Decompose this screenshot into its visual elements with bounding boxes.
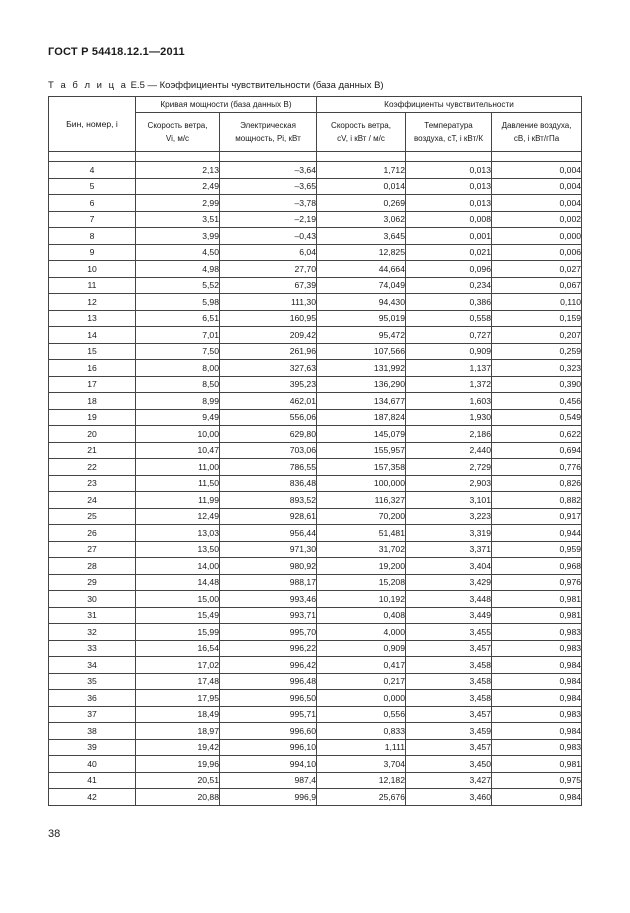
table-cell: 3,101 [406, 492, 492, 509]
table-cell: 37 [49, 706, 136, 723]
table-cell: 17,95 [136, 690, 220, 707]
table-cell: 3,429 [406, 574, 492, 591]
table-cell: 0,909 [317, 640, 406, 657]
table-row [49, 525, 582, 542]
header-spacer-row [49, 152, 582, 162]
table-cell: 19,42 [136, 739, 220, 756]
table-cell: 0,013 [406, 178, 492, 195]
table-cell: 11 [49, 277, 136, 294]
table-cell: 25,676 [317, 789, 406, 806]
table-cell: 995,70 [220, 624, 317, 641]
table-cell: 0,234 [406, 277, 492, 294]
table-row [49, 195, 582, 212]
table-cell: 12,49 [136, 508, 220, 525]
table-row [49, 574, 582, 591]
table-cell: 980,92 [220, 558, 317, 575]
table-caption [48, 80, 384, 91]
table-cell: 116,327 [317, 492, 406, 509]
table-cell: 5,98 [136, 294, 220, 311]
table-row [49, 591, 582, 608]
table-cell: 33 [49, 640, 136, 657]
table-cell: 18 [49, 393, 136, 410]
table-cell: 67,39 [220, 277, 317, 294]
table-cell: 157,358 [317, 459, 406, 476]
table-cell: 0,983 [492, 640, 582, 657]
table-cell: 13,03 [136, 525, 220, 542]
table-cell: 29 [49, 574, 136, 591]
table-cell: 2,729 [406, 459, 492, 476]
table-cell: 14,00 [136, 558, 220, 575]
table-row [49, 343, 582, 360]
table-cell: 0,408 [317, 607, 406, 624]
table-cell: 18,49 [136, 706, 220, 723]
table-cell: 3,448 [406, 591, 492, 608]
table-cell: 94,430 [317, 294, 406, 311]
table-cell: 1,930 [406, 409, 492, 426]
table-cell: 0,984 [492, 657, 582, 674]
table-cell: 4,98 [136, 261, 220, 278]
table-cell: 51,481 [317, 525, 406, 542]
table-cell: 0,833 [317, 723, 406, 740]
table-cell: 0,984 [492, 789, 582, 806]
table-cell: 0,558 [406, 310, 492, 327]
table-cell: –3,64 [220, 162, 317, 179]
table-cell: 703,06 [220, 442, 317, 459]
table-cell: 32 [49, 624, 136, 641]
table-cell: 261,96 [220, 343, 317, 360]
table-row [49, 690, 582, 707]
table-cell: –3,65 [220, 178, 317, 195]
table-cell: 5,52 [136, 277, 220, 294]
table-cell: 9 [49, 244, 136, 261]
table-cell: 17,48 [136, 673, 220, 690]
table-cell: 28 [49, 558, 136, 575]
table-cell: 0,975 [492, 772, 582, 789]
table-row [49, 723, 582, 740]
table-cell: 0,882 [492, 492, 582, 509]
table-cell: 24 [49, 492, 136, 509]
table-cell: 209,42 [220, 327, 317, 344]
table-body [49, 162, 582, 806]
table-cell: 15,99 [136, 624, 220, 641]
table-cell: 0,004 [492, 162, 582, 179]
table-cell: 0,067 [492, 277, 582, 294]
table-cell: 0,001 [406, 228, 492, 245]
table-row [49, 162, 582, 179]
table-cell: 0,981 [492, 756, 582, 773]
table-cell: 44,664 [317, 261, 406, 278]
table-cell: 34 [49, 657, 136, 674]
table-cell: 2,186 [406, 426, 492, 443]
table-cell: 160,95 [220, 310, 317, 327]
table-cell: 2,440 [406, 442, 492, 459]
table-cell: 16,54 [136, 640, 220, 657]
table-cell: 0,008 [406, 211, 492, 228]
table-cell: 38 [49, 723, 136, 740]
table-cell: 10,192 [317, 591, 406, 608]
table-cell: 462,01 [220, 393, 317, 410]
table-cell: 0,944 [492, 525, 582, 542]
table-cell: 6,51 [136, 310, 220, 327]
table-cell: 15,208 [317, 574, 406, 591]
table-cell: 994,10 [220, 756, 317, 773]
table-cell: 0,983 [492, 706, 582, 723]
table-cell: 100,000 [317, 475, 406, 492]
table-row [49, 640, 582, 657]
table-cell: 7 [49, 211, 136, 228]
table-cell: 2,13 [136, 162, 220, 179]
table-cell: 0,556 [317, 706, 406, 723]
table-row [49, 541, 582, 558]
table-cell: 30 [49, 591, 136, 608]
table-cell: 0,694 [492, 442, 582, 459]
table-cell: 0,000 [317, 690, 406, 707]
table-cell: 0,002 [492, 211, 582, 228]
table-cell: 22 [49, 459, 136, 476]
table-row [49, 426, 582, 443]
table-cell: 187,824 [317, 409, 406, 426]
table-row [49, 409, 582, 426]
table-cell: 0,004 [492, 195, 582, 212]
table-row [49, 492, 582, 509]
table-row [49, 178, 582, 195]
table-row [49, 475, 582, 492]
table-cell: 13 [49, 310, 136, 327]
table-cell: 0,909 [406, 343, 492, 360]
table-cell: 10,00 [136, 426, 220, 443]
table-cell: 0,269 [317, 195, 406, 212]
table-cell: 993,46 [220, 591, 317, 608]
table-row [49, 310, 582, 327]
table-row [49, 277, 582, 294]
table-cell: 15,00 [136, 591, 220, 608]
table-cell: –2,19 [220, 211, 317, 228]
table-cell: 20,51 [136, 772, 220, 789]
table-cell: 971,30 [220, 541, 317, 558]
table-cell: 3,458 [406, 690, 492, 707]
table-cell: 74,049 [317, 277, 406, 294]
table-cell: 996,60 [220, 723, 317, 740]
table-cell: 3,99 [136, 228, 220, 245]
table-caption-text: Е.5 — Коэффициенты чувствительности (база данных В) [127, 80, 384, 91]
table-cell: 10 [49, 261, 136, 278]
table-row [49, 789, 582, 806]
table-cell: 0,417 [317, 657, 406, 674]
table-cell: 7,01 [136, 327, 220, 344]
table-cell: 0,549 [492, 409, 582, 426]
table-cell: 0,207 [492, 327, 582, 344]
table-cell: 0,021 [406, 244, 492, 261]
table-cell: 556,06 [220, 409, 317, 426]
table-cell: 327,63 [220, 360, 317, 377]
table-row [49, 607, 582, 624]
table-cell: 12 [49, 294, 136, 311]
table-cell: 893,52 [220, 492, 317, 509]
table-cell: 928,61 [220, 508, 317, 525]
table-row [49, 673, 582, 690]
table-cell: 11,00 [136, 459, 220, 476]
table-cell: 17,02 [136, 657, 220, 674]
table-cell: –3,78 [220, 195, 317, 212]
table-cell: 12,182 [317, 772, 406, 789]
table-cell: 36 [49, 690, 136, 707]
table-cell: 0,096 [406, 261, 492, 278]
table-cell: 16 [49, 360, 136, 377]
table-cell: 1,603 [406, 393, 492, 410]
table-cell: 3,455 [406, 624, 492, 641]
table-row [49, 211, 582, 228]
table-cell: 836,48 [220, 475, 317, 492]
table-cell: 395,23 [220, 376, 317, 393]
table-cell: 23 [49, 475, 136, 492]
table-cell: 3,427 [406, 772, 492, 789]
table-row [49, 706, 582, 723]
table-cell: 0,984 [492, 723, 582, 740]
table-cell: 111,30 [220, 294, 317, 311]
table-cell: 40 [49, 756, 136, 773]
table-cell: 1,712 [317, 162, 406, 179]
table-row [49, 376, 582, 393]
table-cell: 15 [49, 343, 136, 360]
table-cell: 3,319 [406, 525, 492, 542]
table-cell: 107,566 [317, 343, 406, 360]
table-cell: 95,472 [317, 327, 406, 344]
table-row [49, 244, 582, 261]
table-cell: 42 [49, 789, 136, 806]
table-cell: 19 [49, 409, 136, 426]
table-cell: 0,456 [492, 393, 582, 410]
table-cell: 996,10 [220, 739, 317, 756]
table-cell: 0,159 [492, 310, 582, 327]
table-cell: 0,004 [492, 178, 582, 195]
table-cell: 0,968 [492, 558, 582, 575]
table-cell: 7,50 [136, 343, 220, 360]
table-cell: 4 [49, 162, 136, 179]
table-cell: 1,137 [406, 360, 492, 377]
table-cell: 0,323 [492, 360, 582, 377]
header-coeff-wind-speed: Скорость ветра, cV, i кВт / м/с [317, 113, 406, 152]
table-cell: 3,645 [317, 228, 406, 245]
table-cell: 956,44 [220, 525, 317, 542]
table-cell: 4,50 [136, 244, 220, 261]
table-cell: 17 [49, 376, 136, 393]
table-cell: 996,9 [220, 789, 317, 806]
table-cell: 2,49 [136, 178, 220, 195]
table-cell: 0,390 [492, 376, 582, 393]
table-cell: 39 [49, 739, 136, 756]
table-cell: 0,006 [492, 244, 582, 261]
table-cell: 145,079 [317, 426, 406, 443]
table-cell: 3,460 [406, 789, 492, 806]
table-cell: 0,622 [492, 426, 582, 443]
table-cell: 3,449 [406, 607, 492, 624]
table-cell: 27 [49, 541, 136, 558]
table-cell: 10,47 [136, 442, 220, 459]
table-cell: 3,371 [406, 541, 492, 558]
table-cell: 996,22 [220, 640, 317, 657]
table-row [49, 393, 582, 410]
table-cell: 0,981 [492, 591, 582, 608]
table-cell: 19,96 [136, 756, 220, 773]
sensitivity-table [48, 96, 582, 806]
header-bin-number: Бин, номер, i [49, 97, 136, 152]
table-cell: 0,826 [492, 475, 582, 492]
table-row [49, 624, 582, 641]
table-cell: 14 [49, 327, 136, 344]
table-cell: 8,99 [136, 393, 220, 410]
table-cell: 95,019 [317, 310, 406, 327]
table-row [49, 739, 582, 756]
table-cell: 3,457 [406, 706, 492, 723]
table-cell: 4,000 [317, 624, 406, 641]
table-cell: 1,111 [317, 739, 406, 756]
table-cell: 2,99 [136, 195, 220, 212]
table-cell: 0,776 [492, 459, 582, 476]
table-cell: 987,4 [220, 772, 317, 789]
document-header: ГОСТ Р 54418.12.1—2011 [48, 46, 185, 58]
table-cell: 18,97 [136, 723, 220, 740]
table-cell: 629,80 [220, 426, 317, 443]
table-cell: 3,457 [406, 739, 492, 756]
table-cell: 6,04 [220, 244, 317, 261]
table-row [49, 261, 582, 278]
table-cell: 14,48 [136, 574, 220, 591]
page-number: 38 [48, 828, 61, 840]
table-cell: 0,217 [317, 673, 406, 690]
table-cell: 0,386 [406, 294, 492, 311]
table-cell: 996,50 [220, 690, 317, 707]
table-cell: 0,110 [492, 294, 582, 311]
table-cell: 3,704 [317, 756, 406, 773]
table-cell: 0,727 [406, 327, 492, 344]
table-row [49, 459, 582, 476]
table-row [49, 508, 582, 525]
header-wind-speed: Скорость ветра, Vi, м/с [136, 113, 220, 152]
table-cell: 134,677 [317, 393, 406, 410]
header-coeff-temperature: Температура воздуха, cT, i кВт/К [406, 113, 492, 152]
table-row [49, 756, 582, 773]
header-sensitivity-coefficients: Коэффициенты чувствительности [317, 97, 582, 113]
table-cell: 19,200 [317, 558, 406, 575]
table-cell: 13,50 [136, 541, 220, 558]
table-cell: 3,457 [406, 640, 492, 657]
table-cell: 996,42 [220, 657, 317, 674]
table-cell: 993,71 [220, 607, 317, 624]
table-cell: 8,50 [136, 376, 220, 393]
table-cell: 3,51 [136, 211, 220, 228]
table-cell: 786,55 [220, 459, 317, 476]
header-electric-power: Электрическая мощность, Pi, кВт [220, 113, 317, 152]
table-cell: 41 [49, 772, 136, 789]
table-cell: 0,027 [492, 261, 582, 278]
table-cell: 12,825 [317, 244, 406, 261]
table-cell: 988,17 [220, 574, 317, 591]
table-cell: 0,014 [317, 178, 406, 195]
table-row [49, 228, 582, 245]
table-cell: 11,50 [136, 475, 220, 492]
table-caption-prefix: Т а б л и ц а [48, 80, 128, 91]
table-cell: 15,49 [136, 607, 220, 624]
table-cell: 3,404 [406, 558, 492, 575]
table-cell: 3,062 [317, 211, 406, 228]
table-cell: 136,290 [317, 376, 406, 393]
table-cell: 9,49 [136, 409, 220, 426]
table-cell: 0,983 [492, 739, 582, 756]
table-row [49, 772, 582, 789]
table-cell: 1,372 [406, 376, 492, 393]
table-cell: 0,984 [492, 690, 582, 707]
table-row [49, 442, 582, 459]
table-cell: 0,000 [492, 228, 582, 245]
table-cell: –0,43 [220, 228, 317, 245]
table-cell: 20,88 [136, 789, 220, 806]
header-coeff-pressure: Давление воздуха, cB, i кВт/гПа [492, 113, 582, 152]
table-cell: 131,992 [317, 360, 406, 377]
table-cell: 11,99 [136, 492, 220, 509]
table-cell: 6 [49, 195, 136, 212]
table-cell: 0,959 [492, 541, 582, 558]
table-cell: 0,981 [492, 607, 582, 624]
table-cell: 995,71 [220, 706, 317, 723]
table-cell: 31 [49, 607, 136, 624]
header-power-curve: Кривая мощности (база данных В) [136, 97, 317, 113]
table-cell: 21 [49, 442, 136, 459]
table-row [49, 558, 582, 575]
table-cell: 35 [49, 673, 136, 690]
table-row [49, 327, 582, 344]
table-row [49, 657, 582, 674]
table-cell: 155,957 [317, 442, 406, 459]
table-cell: 5 [49, 178, 136, 195]
table-cell: 20 [49, 426, 136, 443]
table-cell: 25 [49, 508, 136, 525]
table-cell: 2,903 [406, 475, 492, 492]
table-cell: 31,702 [317, 541, 406, 558]
table-cell: 996,48 [220, 673, 317, 690]
table-cell: 8 [49, 228, 136, 245]
table-cell: 3,459 [406, 723, 492, 740]
table-cell: 70,200 [317, 508, 406, 525]
table-cell: 26 [49, 525, 136, 542]
table-cell: 0,984 [492, 673, 582, 690]
table-cell: 0,976 [492, 574, 582, 591]
table-row [49, 294, 582, 311]
table-cell: 27,70 [220, 261, 317, 278]
table-cell: 8,00 [136, 360, 220, 377]
table-cell: 3,223 [406, 508, 492, 525]
table-row [49, 360, 582, 377]
table-cell: 0,983 [492, 624, 582, 641]
table-cell: 0,917 [492, 508, 582, 525]
table-cell: 0,013 [406, 162, 492, 179]
table-cell: 3,458 [406, 657, 492, 674]
table-cell: 3,450 [406, 756, 492, 773]
table-cell: 0,013 [406, 195, 492, 212]
table-cell: 0,259 [492, 343, 582, 360]
table-cell: 3,458 [406, 673, 492, 690]
